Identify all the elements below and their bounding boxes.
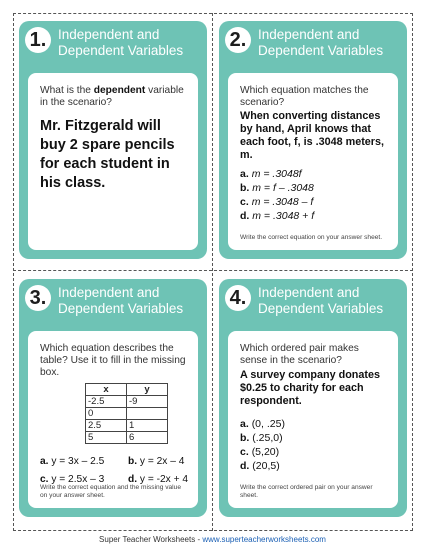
card-panel bbox=[28, 331, 198, 508]
scenario-text: A survey company donates $0.25 to charity for each respondent. bbox=[240, 369, 381, 407]
task-card-1 bbox=[19, 21, 207, 259]
table-row: 2.5 1 bbox=[86, 420, 168, 432]
page-footer bbox=[0, 535, 425, 544]
card-panel bbox=[28, 73, 198, 250]
missing-box bbox=[127, 408, 168, 420]
card-header bbox=[19, 21, 207, 77]
horizontal-cut-line bbox=[13, 270, 413, 271]
choice-a: a. m = .3048f bbox=[240, 168, 302, 180]
choice-d: d. y = -2x + 4 bbox=[128, 474, 189, 485]
card-footnote: Write the correct equation on your answer sheet. bbox=[240, 234, 383, 241]
xy-table bbox=[85, 383, 168, 444]
question-text: Which equation describes the table? Use it to fill in the missing box. bbox=[40, 343, 186, 378]
question-text: What is the dependent variable in the scenario? bbox=[40, 85, 184, 108]
choice-b: b. (.25,0) bbox=[240, 432, 283, 444]
table-header-x: x bbox=[86, 384, 127, 396]
scenario-text: When converting distances by hand, April knows that each foot, f, is .3048 meters, m. bbox=[240, 110, 385, 161]
card-number: 2. bbox=[225, 27, 251, 53]
table-row: 0 bbox=[86, 408, 168, 420]
choice-a: a. y = 3x – 2.5 bbox=[40, 456, 105, 467]
choice-c: c. (5,20) bbox=[240, 446, 280, 458]
choice-b: b. m = f – .3048 bbox=[240, 182, 314, 194]
choice-a: a. (0, .25) bbox=[240, 418, 285, 430]
question-bold-word: dependent bbox=[93, 85, 146, 96]
card-footnote: Write the correct ordered pair on your answer sheet. bbox=[240, 484, 373, 499]
task-card-2 bbox=[219, 21, 407, 259]
vertical-cut-line bbox=[212, 13, 213, 531]
card-footnote: Write the correct equation and the missing value on your answer sheet. bbox=[40, 484, 181, 499]
task-card-4 bbox=[219, 279, 407, 517]
footer-brand: Super Teacher Worksheets - bbox=[99, 535, 203, 544]
scenario-text: Mr. Fitzgerald will buy 2 spare pencils for each student in his class. bbox=[40, 118, 175, 191]
table-row: -2.5 -9 bbox=[86, 396, 168, 408]
table-row: 5 6 bbox=[86, 432, 168, 444]
question-text: Which equation matches the scenario? bbox=[240, 85, 369, 108]
choice-c: c. y = 2.5x – 3 bbox=[40, 474, 105, 485]
card-header bbox=[219, 21, 407, 77]
answer-choices bbox=[240, 417, 390, 473]
card-title: Independent and Dependent Variables bbox=[58, 27, 184, 58]
card-header bbox=[19, 279, 207, 335]
card-header bbox=[219, 279, 407, 335]
footer-url-link[interactable]: www.superteacherworksheets.com bbox=[202, 535, 326, 544]
choice-d: d. m = .3048 + f bbox=[240, 210, 315, 222]
card-number: 4. bbox=[225, 285, 251, 311]
card-title: Independent and Dependent Variables bbox=[258, 285, 384, 316]
card-panel bbox=[228, 73, 398, 250]
card-title: Independent and Dependent Variables bbox=[258, 27, 384, 58]
card-number: 3. bbox=[25, 285, 51, 311]
task-card-3 bbox=[19, 279, 207, 517]
answer-choices bbox=[240, 167, 390, 223]
card-number: 1. bbox=[25, 27, 51, 53]
choice-d: d. (20,5) bbox=[240, 460, 280, 472]
question-text: Which ordered pair makes sense in the scenario? bbox=[240, 343, 359, 366]
card-panel bbox=[228, 331, 398, 508]
card-title: Independent and Dependent Variables bbox=[58, 285, 184, 316]
choice-b: b. y = 2x – 4 bbox=[128, 456, 185, 467]
choice-c: c. m = .3048 – f bbox=[240, 196, 314, 208]
table-header-y: y bbox=[127, 384, 168, 396]
